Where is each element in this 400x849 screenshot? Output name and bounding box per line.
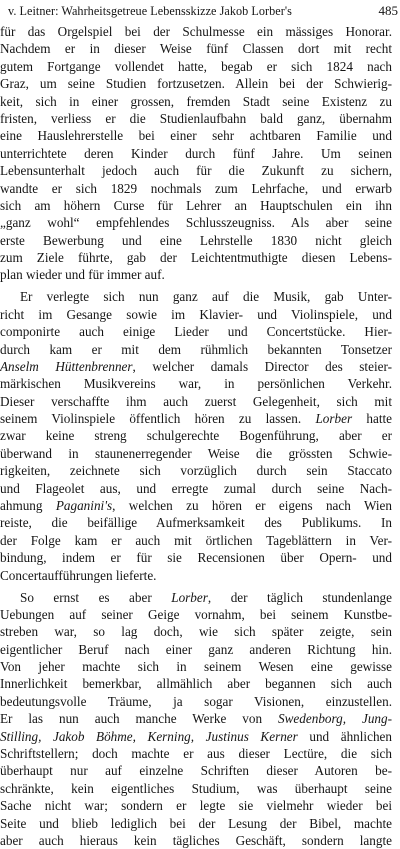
text-line: [0, 323, 392, 340]
text-segment: reiste, die beifällige Aufmerksamkeit des Publikums. In: [0, 515, 392, 531]
text-segment: streben war, so lag doch, wie sich später zeigte, sein: [0, 624, 392, 640]
text-line: [0, 341, 392, 358]
running-title: v. Leitner: Wahrheitsgetreue Lebensskizze Jakob Lorber's: [8, 4, 292, 18]
italic-name: Anselm Hüttenbrenner: [0, 358, 133, 374]
text-line: [0, 75, 392, 92]
text-segment: Von jeher machte sich in seinem Wesen eine gewisse: [0, 659, 392, 675]
text-line: [0, 623, 392, 640]
text-line: [0, 358, 392, 375]
italic-name: Stilling, Jakob Böhme, Kerning, Justinus Kerner: [0, 728, 298, 744]
italic-name: Lorber: [171, 589, 208, 605]
text-line: [0, 497, 392, 514]
text-line: [0, 232, 392, 249]
text-line: [0, 23, 392, 40]
text-segment: rigkeiten, zeichnete sich vorzüglich durch sein Staccato: [0, 463, 392, 479]
text-segment: bedeutungsvolle Träume, ja sogar Visionen, einzustellen.: [0, 693, 392, 709]
text-segment: componirte auch einige Lieder und Concertstücke. Hier-: [0, 324, 392, 340]
body-text: [0, 23, 400, 849]
italic-name: Paganini's: [55, 498, 113, 514]
text-segment: ahmung: [0, 498, 56, 514]
text-line: [0, 249, 392, 266]
page-number: 485: [378, 3, 398, 18]
text-line: [0, 832, 392, 849]
text-segment: Er verlegte sich nun ganz auf die Musik, gab Unter-: [20, 289, 392, 305]
text-line: [0, 641, 392, 658]
text-segment: Graz, um seine Studien fortzusetzen. Allein bei der Schwierig-: [0, 76, 392, 92]
text-segment: Nachdem er in dieser Weise fünf Classen dort mit recht: [0, 41, 392, 57]
text-line: [0, 145, 392, 162]
text-segment: eigentlicher Beruf nach einer ganz anderen Richtung hin.: [0, 641, 392, 657]
text-line: [0, 745, 392, 762]
text-segment: überwand in staunenerregender Weise die grössten Schwie-: [0, 445, 392, 461]
text-segment: und ähnlichen: [297, 728, 392, 744]
text-line: [0, 266, 392, 283]
text-segment: für das Orgelspiel bei der Schulmesse ein mässiges Honorar.: [0, 24, 392, 39]
text-line: [20, 589, 392, 606]
italic-name: Swedenborg, Jung-: [278, 711, 392, 727]
text-segment: Lebensunterhalt jedoch auch für die Zukunft zu sichern,: [0, 163, 392, 179]
text-line: [0, 480, 392, 497]
text-segment: So ernst es aber: [20, 589, 172, 605]
text-segment: , welchen zu hören er eigens nach Wien: [112, 498, 392, 514]
text-line: [0, 780, 392, 797]
text-line: [0, 40, 392, 57]
text-line: [0, 693, 392, 710]
text-line: [0, 110, 392, 127]
text-segment: märkischen Musikvereins war, in persönlichen Verkehr.: [0, 376, 392, 392]
text-segment: „ganz wohl“ empfehlendes Schlusszeugniss. Als aber seine: [0, 215, 392, 231]
running-header: [0, 0, 400, 22]
text-segment: hatte: [352, 411, 392, 427]
text-segment: durch kam er mit dem rühmlich bekannten Tonsetzer: [0, 341, 392, 357]
text-line: [0, 567, 392, 584]
text-segment: und Flageolet aus, und erregte zumal durch seine Nach-: [0, 480, 392, 496]
text-segment: wandte er sich 1829 nochmals zum Lehrfache, und erwarb: [0, 180, 392, 196]
text-line: [0, 214, 392, 231]
text-line: [0, 815, 392, 832]
text-line: [0, 197, 392, 214]
text-segment: eine Hauslehrerstelle bei einer sehr achtbaren Familie und: [0, 128, 392, 144]
text-segment: überhaupt nur auf einzelne Schriften dieser Autoren be-: [0, 763, 392, 779]
text-line: [0, 393, 392, 410]
text-line: [0, 162, 392, 179]
text-segment: Innerlichkeit bemerkbar, allmählich aber begannen sich auch: [0, 676, 392, 692]
text-segment: bindung, indem er für sie Recensionen über Opern- und: [0, 550, 392, 566]
text-line: [0, 445, 392, 462]
text-line: [0, 549, 392, 566]
text-segment: der Folge kam er auch mit örtlichen Tageblättern in Ver-: [0, 532, 392, 548]
text-segment: zum Ziele führte, gab der Leichtentmuthigte diesen Lebens-: [0, 250, 392, 266]
text-line: [0, 427, 392, 444]
text-line: [0, 58, 392, 75]
text-line: [0, 514, 392, 531]
text-line: [0, 762, 392, 779]
text-line: [0, 306, 392, 323]
text-segment: plan wieder und für immer auf.: [0, 267, 165, 283]
text-segment: Sache nicht war; sondern er legte sie vielmehr wieder bei: [0, 798, 392, 814]
text-segment: fristen, verliess er die Studienlaufbahn bald ganz, übernahm: [0, 110, 392, 126]
text-line: [0, 375, 392, 392]
text-segment: gutem Fortgange vollendet hatte, begab er sich 1824 nach: [0, 58, 392, 74]
text-line: [0, 728, 392, 745]
text-line: [0, 710, 392, 727]
text-line: [0, 675, 392, 692]
text-segment: Er las nun auch manche Werke von: [0, 711, 279, 727]
text-line: [0, 658, 392, 675]
text-segment: schränkte, kein eigentliches Studium, was überhaupt seine: [0, 780, 392, 796]
text-segment: richt im Gesange sowie im Klavier- und Violinspiele, und: [0, 306, 392, 322]
text-segment: , welcher damals Director des steier-: [132, 358, 392, 374]
text-line: [20, 288, 392, 305]
text-segment: Concertaufführungen lieferte.: [0, 567, 157, 583]
text-line: [0, 797, 392, 814]
text-segment: , der täglich stundenlange: [207, 589, 392, 605]
text-line: [0, 410, 392, 427]
text-segment: sich am höhern Curse für Lehrer an Hauptschulen ein ihn: [0, 197, 392, 213]
text-segment: Uebungen auf seiner Geige vornahm, bei seinem Kunstbe-: [0, 606, 392, 622]
text-segment: Dieser verschaffte ihm auch zuerst Gelegenheit, sich mit: [0, 393, 392, 409]
text-line: [0, 532, 392, 549]
text-segment: keit, sich in einer grossen, fremden Stadt seine Existenz zu: [0, 93, 392, 109]
text-line: [0, 462, 392, 479]
italic-name: Lorber: [315, 411, 353, 427]
text-segment: unterrichtete deren Kinder durch fünf Jahre. Um seinen: [0, 145, 392, 161]
text-segment: zwar keine streng schulgerechte Bogenführung, aber er: [0, 428, 392, 444]
text-segment: Seite und blieb lediglich bei der Lesung der Bibel, machte: [0, 815, 392, 831]
text-segment: seinem Violinspiele öffentlich hören zu lassen.: [0, 411, 316, 427]
text-line: [0, 180, 392, 197]
text-segment: aber auch hieraus kein tägliches Geschäft, sondern langte: [0, 832, 392, 848]
text-segment: erste Bewerbung und eine Lehrstelle 1830 nicht gleich: [0, 232, 392, 248]
text-line: [0, 127, 392, 144]
text-segment: Schriftstellern; doch machte er aus dieser Lectüre, die sich: [0, 746, 392, 762]
text-line: [0, 606, 392, 623]
text-line: [0, 93, 392, 110]
